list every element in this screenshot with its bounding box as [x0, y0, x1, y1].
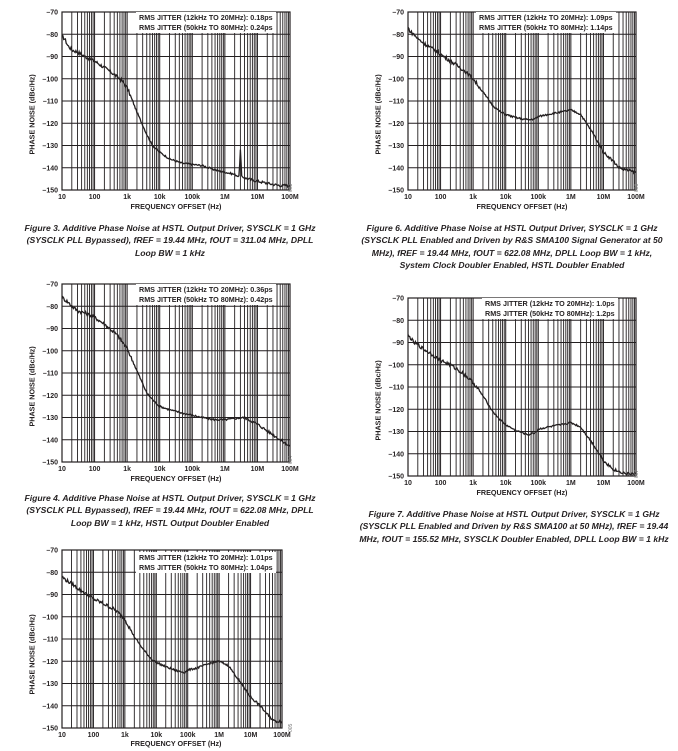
y-tick-label: –130: [42, 681, 58, 688]
y-tick-label: –150: [42, 725, 58, 733]
legend: [482, 298, 618, 319]
x-tick-label: 1M: [219, 194, 230, 201]
x-tick-label: 10: [404, 194, 412, 201]
y-tick-label: –90: [46, 592, 58, 599]
y-axis-label: PHASE NOISE (dBc/Hz): [373, 360, 383, 441]
y-tick-label: –70: [46, 281, 58, 289]
x-tick-label: 1M: [214, 732, 225, 739]
y-tick-label: –140: [42, 703, 58, 711]
legend-line-1: RMS JITTER (12kHz TO 20MHz): 0.18ps: [139, 13, 273, 22]
y-tick-label: –150: [42, 459, 58, 467]
x-tick-label: 10k: [150, 732, 163, 739]
y-tick-label: –140: [388, 165, 404, 173]
x-tick-label: 1k: [120, 732, 129, 739]
x-tick-label: 10: [404, 480, 412, 487]
x-tick-label: 10: [58, 194, 66, 201]
x-tick-label: 100k: [179, 732, 196, 739]
x-tick-label: 10k: [499, 480, 512, 487]
legend-line-1: RMS JITTER (12kHz TO 20MHz): 1.01ps: [139, 553, 273, 562]
x-tick-label: 1k: [123, 466, 132, 473]
y-tick-label: –140: [42, 165, 58, 173]
y-tick-label: –110: [388, 98, 404, 106]
legend-line-2: RMS JITTER (50kHz TO 80MHz): 0.24ps: [139, 22, 273, 32]
y-tick-label: –120: [42, 658, 58, 666]
x-tick-label: 100M: [627, 194, 645, 201]
y-tick-label: –70: [392, 295, 404, 303]
y-tick-label: –120: [42, 120, 58, 128]
caption-fig6: Figure 6. Additive Phase Noise at HSTL Output Driver, SYSCLK = 1 GHz (SYSCLK PLL Enabled and Driven by R&S SMA100 Signal Generator at 50 MHz), fREF = 19.44 MHz, fOUT = 622.08 MHz, DPLL Loop BW = 1 kHz, System Clock Doubler Enabled, HSTL Doubler Enabled: [361, 223, 663, 271]
y-tick-label: –110: [42, 370, 58, 378]
legend: [136, 284, 276, 305]
chart-fig5: [0, 540, 300, 751]
x-tick-label: 1k: [123, 194, 132, 201]
x-tick-label: 10M: [243, 732, 258, 739]
x-tick-label: 100M: [281, 466, 299, 473]
y-tick-label: –120: [388, 120, 404, 128]
chart-fig4: [0, 272, 300, 488]
y-tick-label: –70: [46, 547, 58, 555]
y-tick-label: –140: [42, 437, 58, 445]
x-tick-label: 10k: [153, 466, 166, 473]
y-tick-label: –130: [42, 415, 58, 422]
x-axis-label: FREQUENCY OFFSET (Hz): [130, 202, 222, 211]
y-tick-label: –70: [392, 9, 404, 17]
x-tick-label: 100: [434, 480, 447, 487]
y-tick-label: –110: [388, 384, 404, 392]
caption-fig7: Figure 7. Additive Phase Noise at HSTL Output Driver, SYSCLK = 1 GHz (SYSCLK PLL Enabled and Driven by R&S SMA100 at 50 MHz), fREF = 19.44 MHz, fOUT = 155.52 MHz, SYSCLK Doubler Enabled, DPLL Loop BW = 1 kHz: [359, 509, 669, 544]
x-tick-label: 10k: [153, 194, 166, 201]
x-tick-label: 1M: [565, 194, 576, 201]
figure-id: 004: [288, 455, 294, 464]
x-tick-label: 10: [58, 732, 66, 739]
y-tick-label: –120: [42, 392, 58, 400]
x-tick-label: 10M: [596, 194, 611, 201]
y-tick-label: –90: [46, 326, 58, 333]
legend-line-1: RMS JITTER (12kHz TO 20MHz): 1.09ps: [479, 13, 613, 22]
chart-fig7: [346, 286, 646, 502]
x-axis-label: FREQUENCY OFFSET (Hz): [476, 488, 568, 497]
y-tick-label: –80: [46, 31, 58, 39]
legend-line-2: RMS JITTER (50kHz TO 80MHz): 1.04ps: [139, 562, 273, 572]
x-tick-label: 1M: [219, 466, 230, 473]
x-tick-label: 1k: [469, 194, 478, 201]
legend-line-1: RMS JITTER (12kHz TO 20MHz): 0.36ps: [139, 285, 273, 294]
y-axis-label: PHASE NOISE (dBc/Hz): [373, 74, 383, 155]
x-tick-label: 100: [434, 194, 447, 201]
y-tick-label: –110: [42, 98, 58, 106]
x-axis-label: FREQUENCY OFFSET (Hz): [130, 739, 222, 748]
y-tick-label: –90: [392, 340, 404, 347]
x-tick-label: 100: [88, 466, 101, 473]
x-tick-label: 1M: [565, 480, 576, 487]
x-tick-label: 100M: [627, 480, 645, 487]
legend-line-2: RMS JITTER (50kHz TO 80MHz): 1.14ps: [479, 22, 613, 32]
y-tick-label: –120: [388, 406, 404, 414]
x-axis-label: FREQUENCY OFFSET (Hz): [130, 474, 222, 483]
chart-fig3: [0, 0, 300, 216]
legend: [136, 12, 276, 33]
y-tick-label: –110: [42, 636, 58, 644]
figure-id: 007: [634, 469, 640, 478]
x-tick-label: 1k: [469, 480, 478, 487]
y-tick-label: –80: [392, 317, 404, 325]
figure-id: 003: [288, 183, 294, 192]
figure-id: 006: [634, 183, 640, 192]
y-tick-label: –140: [388, 451, 404, 459]
y-tick-label: –90: [46, 54, 58, 61]
y-tick-label: –100: [42, 76, 58, 84]
caption-fig4: Figure 4. Additive Phase Noise at HSTL Output Driver, SYSCLK = 1 GHz (SYSCLK PLL Bypassed), fREF = 19.44 MHz, fOUT = 622.08 MHz, DPLL Loop BW = 1 kHz, HSTL Output Doubler Enabled: [24, 493, 316, 528]
y-tick-label: –130: [388, 429, 404, 436]
y-tick-label: –130: [388, 143, 404, 150]
x-tick-label: 10k: [499, 194, 512, 201]
y-tick-label: –80: [46, 303, 58, 311]
caption-fig3: Figure 3. Additive Phase Noise at HSTL Output Driver, SYSCLK = 1 GHz (SYSCLK PLL Bypassed), fREF = 19.44 MHz, fOUT = 311.04 MHz, DPLL Loop BW = 1 kHz: [24, 223, 316, 258]
y-tick-label: –90: [392, 54, 404, 61]
x-tick-label: 100: [87, 732, 100, 739]
x-tick-label: 100M: [273, 732, 291, 739]
x-tick-label: 100k: [184, 194, 201, 201]
y-tick-label: –100: [388, 362, 404, 370]
x-tick-label: 100k: [530, 194, 547, 201]
legend-line-1: RMS JITTER (12kHz TO 20MHz): 1.0ps: [485, 299, 615, 308]
y-axis-label: PHASE NOISE (dBc/Hz): [27, 346, 37, 427]
y-tick-label: –150: [388, 187, 404, 195]
y-axis-label: PHASE NOISE (dBc/Hz): [27, 614, 37, 695]
x-tick-label: 10: [58, 466, 66, 473]
figure-id: 005: [288, 723, 294, 732]
legend-line-2: RMS JITTER (50kHz TO 80MHz): 1.2ps: [485, 308, 615, 318]
y-tick-label: –70: [46, 9, 58, 17]
y-tick-label: –100: [42, 348, 58, 356]
x-tick-label: 10M: [596, 480, 611, 487]
legend: [476, 12, 616, 33]
x-tick-label: 100: [88, 194, 101, 201]
chart-fig6: [346, 0, 646, 216]
y-tick-label: –80: [392, 31, 404, 39]
x-tick-label: 100k: [530, 480, 547, 487]
y-axis-label: PHASE NOISE (dBc/Hz): [27, 74, 37, 155]
x-tick-label: 10M: [250, 194, 265, 201]
legend: [136, 552, 276, 573]
x-axis-label: FREQUENCY OFFSET (Hz): [476, 202, 568, 211]
y-tick-label: –130: [42, 143, 58, 150]
y-tick-label: –150: [42, 187, 58, 195]
y-tick-label: –80: [46, 569, 58, 577]
x-tick-label: 100M: [281, 194, 299, 201]
x-tick-label: 10M: [250, 466, 265, 473]
legend-line-2: RMS JITTER (50kHz TO 80MHz): 0.42ps: [139, 294, 273, 304]
y-tick-label: –100: [42, 614, 58, 622]
x-tick-label: 100k: [184, 466, 201, 473]
y-tick-label: –100: [388, 76, 404, 84]
y-tick-label: –150: [388, 473, 404, 481]
